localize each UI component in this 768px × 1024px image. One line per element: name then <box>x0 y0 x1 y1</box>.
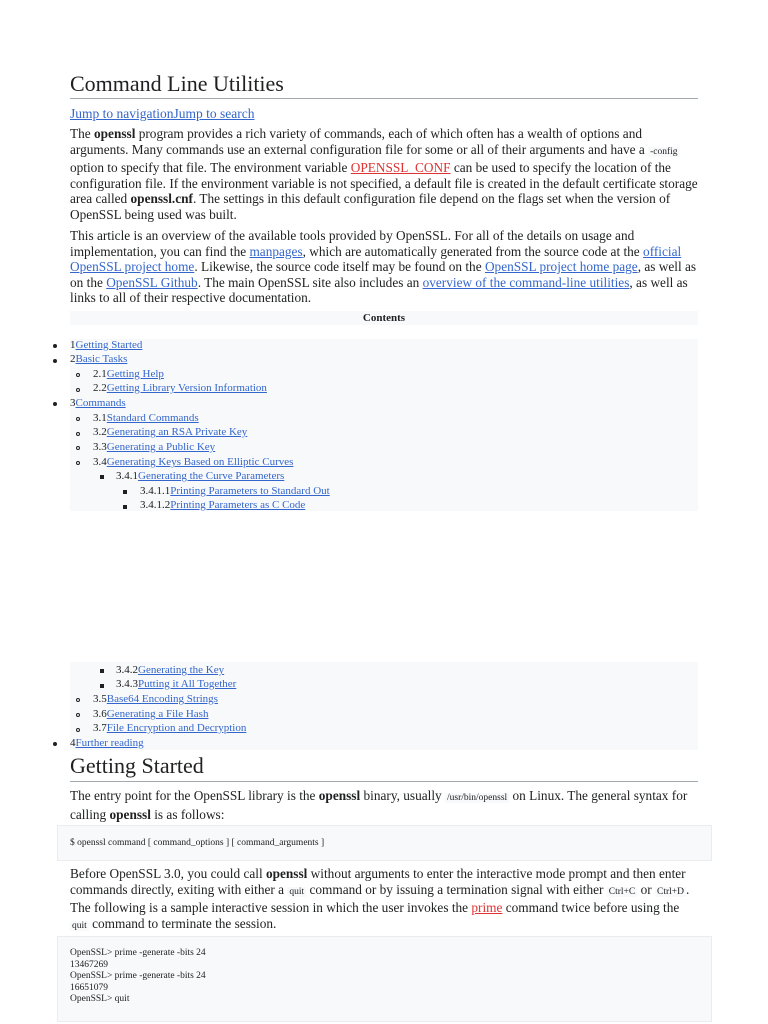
interactive-session-code-block <box>57 936 712 1022</box>
toc-bullet <box>53 344 57 348</box>
toc-item[interactable]: 3.6Generating a File Hash <box>93 708 209 720</box>
toc-item[interactable]: 3.4.1.1Printing Parameters to Standard Out <box>140 485 330 497</box>
official-project-home-link[interactable]: official OpenSSL project home <box>70 243 682 275</box>
project-home-page-link[interactable]: OpenSSL project home page <box>484 259 638 275</box>
toc-item[interactable]: 3.4.3Putting it All Together <box>116 678 237 690</box>
toc-bullet <box>100 475 104 479</box>
page-title: Command Line Utilities <box>70 70 698 99</box>
toc-bullet <box>100 684 104 688</box>
toc-bullet <box>76 446 80 450</box>
toc-item[interactable]: 2.2Getting Library Version Information <box>93 382 267 394</box>
jump-to-search-link[interactable]: Jump to search <box>173 106 255 121</box>
toc-bullet <box>100 669 104 673</box>
toc-bullet <box>76 728 80 732</box>
ctrl-c-code: Ctrl+C <box>608 886 636 897</box>
manpages-link[interactable]: manpages <box>249 243 303 259</box>
quit-code-2: quit <box>72 920 87 931</box>
toc-item[interactable]: 1Getting Started <box>70 339 143 351</box>
toc-item[interactable]: 3Commands <box>70 397 126 409</box>
openssl-conf-link[interactable]: OPENSSL_CONF <box>350 160 451 176</box>
config-option-code: -config <box>650 146 678 157</box>
toc-item[interactable]: 3.3Generating a Public Key <box>93 441 216 453</box>
quit-code: quit <box>289 886 305 897</box>
toc-bullet <box>76 698 80 702</box>
getting-started-paragraph-2: Before OpenSSL 3.0, you could call openssl without arguments to enter the interactive mode prompt and then enter commands directly, exiting with either a quit command or by issuing a termination signal with either Ctrl+C or Ctrl+D . The following is a sample interactive session in which the user invokes the prime command twice before using the quit command to terminate the session. <box>70 866 690 931</box>
toc-item[interactable]: 4Further reading <box>70 737 144 749</box>
toc-item[interactable]: 3.4.1.2Printing Parameters as C Code <box>140 499 306 511</box>
jump-to-navigation-link[interactable]: Jump to navigation <box>70 106 174 121</box>
toc-item[interactable]: 3.7File Encryption and Decryption <box>93 722 247 734</box>
toc-bullet <box>76 417 80 421</box>
session-line: 13467269 <box>70 959 108 970</box>
toc-item[interactable]: 3.4.1Generating the Curve Parameters <box>116 470 285 482</box>
getting-started-heading: Getting Started <box>70 753 698 782</box>
toc-item[interactable]: 2Basic Tasks <box>70 353 128 365</box>
intro-paragraph-1: The openssl program provides a rich variety of commands, each of which often has a wealth of options and arguments. Many commands use an external configuration file for some or all of their arguments and have a -config option to specify that file. The environment variable OPENSSL_CONF can be used to specify the location of the configuration file. If the environment variable is not specified, a default file is created in the default certificate storage area called openssl.cnf. The settings in this default configuration file depend on the flags set when the version of OpenSSL being used was built. <box>70 126 698 222</box>
session-line: OpenSSL> prime -generate -bits 24 <box>70 971 206 981</box>
jump-links <box>70 106 254 122</box>
toc-item[interactable]: 2.1Getting Help <box>93 368 164 380</box>
toc-item[interactable]: 3.2Generating an RSA Private Key <box>93 426 248 438</box>
prime-link[interactable]: prime <box>471 900 503 916</box>
toc-item[interactable]: 3.5Base64 Encoding Strings <box>93 693 218 705</box>
syntax-code-block: $ openssl command [ command_options ] [ command_arguments ] <box>57 825 712 861</box>
command-line-overview-link[interactable]: overview of the command-line utilities <box>422 274 630 290</box>
toc-item[interactable]: 3.4.2Generating the Key <box>116 664 225 676</box>
toc-bullet <box>76 713 80 717</box>
toc-bullet <box>76 461 80 465</box>
ctrl-d-code: Ctrl+D <box>656 886 684 897</box>
toc-heading: Contents <box>70 311 698 325</box>
toc-bullet <box>123 490 127 494</box>
toc-bullet <box>123 505 127 509</box>
openssl-path-code: /usr/bin/openssl <box>447 793 508 803</box>
toc-bullet <box>76 432 80 436</box>
session-line: 16651079 <box>70 982 108 993</box>
getting-started-paragraph-1: The entry point for the OpenSSL library is the openssl binary, usually /usr/bin/openssl on Linux. The general syntax for calling openssl is as follows: <box>70 788 688 822</box>
toc-item[interactable]: 3.4Generating Keys Based on Elliptic Curves <box>93 456 294 468</box>
toc-bullet <box>76 373 80 377</box>
session-line: OpenSSL> quit <box>70 994 130 1004</box>
toc-bullet <box>53 402 57 406</box>
toc-bullet <box>76 388 80 392</box>
toc-bullet <box>53 359 57 363</box>
intro-paragraph-2: This article is an overview of the available tools provided by OpenSSL. For all of the details on usage and implementation, you can find the manpages, which are automatically generated from the source code at the official OpenSSL project home. Likewise, the source code itself may be found on the OpenSSL project home page, as well as on the OpenSSL Github. The main OpenSSL site also includes an overview of the command-line utilities, as well as links to all of their respective documentation. <box>70 228 697 306</box>
toc-item[interactable]: 3.1Standard Commands <box>93 412 199 424</box>
openssl-github-link[interactable]: OpenSSL Github <box>106 274 198 290</box>
session-line: OpenSSL> prime -generate -bits 24 <box>70 948 206 958</box>
toc-bullet <box>53 742 57 746</box>
